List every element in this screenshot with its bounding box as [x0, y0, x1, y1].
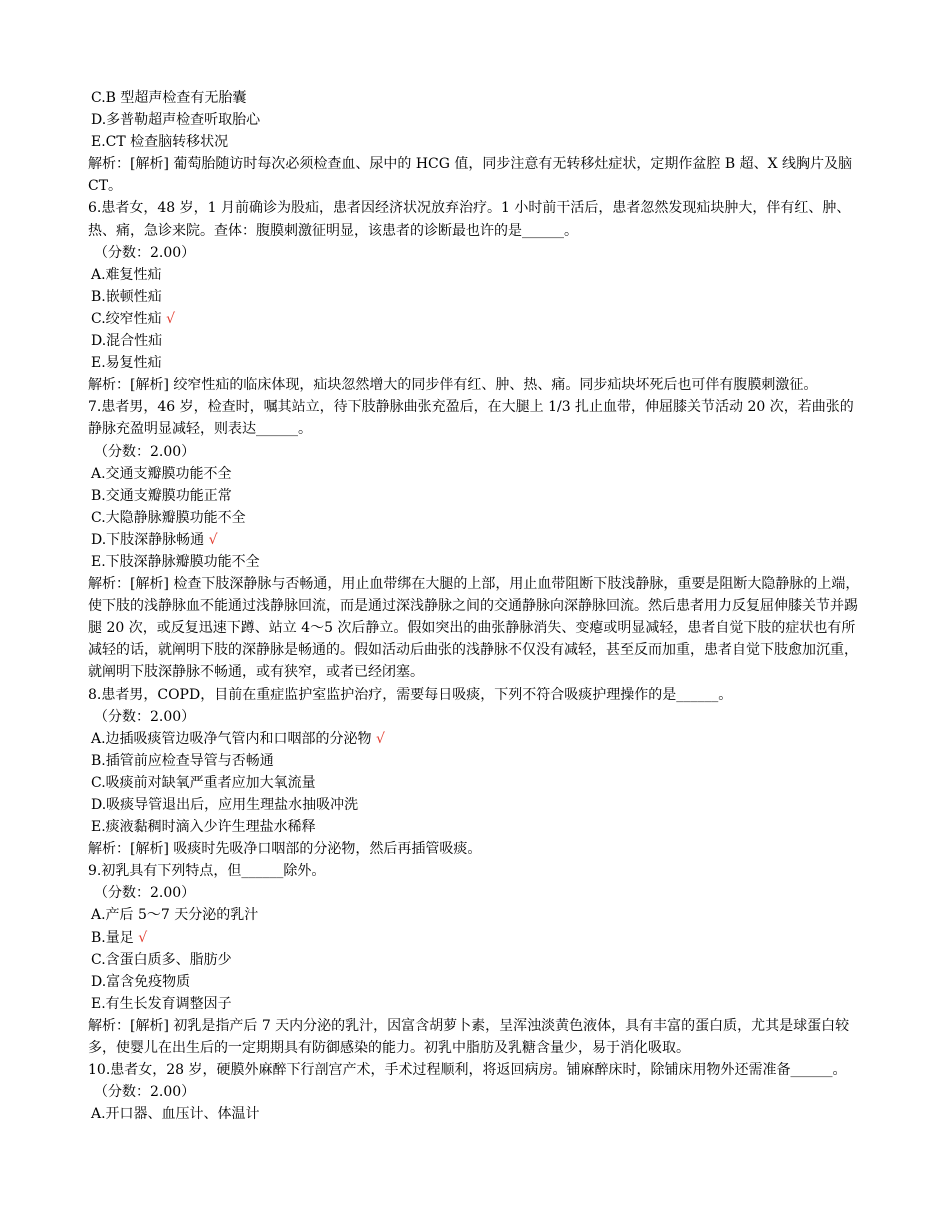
answer-option-text: E.有生长发育调整因子: [91, 995, 232, 1012]
answer-option: [88, 485, 863, 507]
answer-option-text: B.插管前应检查导管与否畅通: [91, 752, 274, 769]
analysis-text: 解析：[解析] 检查下肢深静脉与否畅通，用止血带绑在大腿的上部，用止血带阻断下肢浅静脉，重要是阻断大隐静脉的上端，使下肢的浅静脉血不能通过浅静脉回流，而是通过深浅静脉之间的交通静脉向深静脉回流。然后患者用力反复屈伸膝关节并踢腿 20 次，或反复迅速下蹲、站立 4～5 次后静立。假如突出的曲张静脉消失、变瘪或明显减轻，患者自觉下肢的症状也有所减轻的话，就阐明下肢的深静脉是畅通的。假如活动后曲张的浅静脉不仅没有减轻，甚至反而加重，患者自觉下肢愈加沉重，就阐明下肢深静脉不畅通，或有狭窄，或者已经闭塞。: [88, 576, 860, 681]
exam-page: [88, 87, 863, 1125]
question-stem: 8.患者男，COPD，目前在重症监护室监护治疗，需要每日吸痰，下列不符合吸痰护理操作的是______。: [88, 686, 733, 703]
question-stem: 9.初乳具有下列特点，但______除外。: [88, 863, 326, 880]
question-block: [88, 684, 863, 861]
question-score: （分数：2.00）: [94, 708, 196, 725]
answer-option: [88, 971, 863, 993]
answer-option: [88, 816, 863, 838]
analysis-text: 解析：[解析] 绞窄性疝的临床体现，疝块忽然增大的同步伴有红、肿、热、痛。同步疝块坏死后也可伴有腹膜刺激征。: [88, 377, 818, 394]
answer-option-text: C.大隐静脉瓣膜功能不全: [91, 509, 246, 526]
answer-option: [88, 264, 863, 286]
answer-option-text: E.下肢深静脉瓣膜功能不全: [91, 553, 260, 570]
answer-option: [88, 308, 863, 330]
answer-option-text: B.量足: [91, 929, 134, 946]
answer-option: [88, 551, 863, 573]
answer-option-text: B.嵌顿性疝: [91, 288, 162, 305]
answer-option: [88, 794, 863, 816]
continued-question: [88, 87, 863, 197]
answer-option: [88, 927, 863, 949]
question-block: [88, 197, 863, 396]
question-stem: 10.患者女，28 岁，硬膜外麻醉下行剖宫产术，手术过程顺利，将返回病房。铺麻醉床时，除铺床用物外还需准备______。: [88, 1062, 847, 1079]
answer-option: [88, 728, 863, 750]
answer-option-text: C.绞窄性疝: [91, 310, 162, 327]
question-block: [88, 860, 863, 1059]
answer-option-text: A.开口器、血压计、体温计: [91, 1106, 260, 1123]
answer-option: [88, 772, 863, 794]
analysis-text: 解析：[解析] 吸痰时先吸净口咽部的分泌物，然后再插管吸痰。: [88, 841, 482, 858]
answer-option: [88, 529, 863, 551]
answer-option: [88, 993, 863, 1015]
question-stem: 6.患者女，48 岁，1 月前确诊为股疝，患者因经济状况放弃治疗。1 小时前干活后，患者忽然发现疝块肿大，伴有红、肿、热、痛，急诊来院。查体：腹膜刺激征明显，该患者的诊断最也许的是______。: [88, 200, 851, 239]
correct-check-icon: √: [138, 929, 148, 946]
question-score: （分数：2.00）: [94, 885, 196, 902]
answer-option-text: E.易复性疝: [91, 355, 162, 372]
question-block: [88, 396, 863, 683]
answer-option: D.多普勒超声检查听取胎心: [91, 112, 261, 129]
question-score: （分数：2.00）: [94, 244, 196, 261]
answer-option-text: D.富含免疫物质: [91, 973, 191, 990]
answer-option-text: C.吸痰前对缺氧严重者应加大氧流量: [91, 774, 316, 791]
answer-option: [88, 463, 863, 485]
answer-option-text: A.边插吸痰管边吸净气管内和口咽部的分泌物: [91, 730, 372, 747]
answer-option: [88, 750, 863, 772]
answer-option-text: D.混合性疝: [91, 333, 163, 350]
question-score: （分数：2.00）: [94, 1084, 196, 1101]
correct-check-icon: √: [166, 310, 176, 327]
answer-option: E.CT 检查脑转移状况: [91, 134, 229, 151]
correct-check-icon: √: [208, 531, 218, 548]
answer-option: [88, 507, 863, 529]
answer-option-text: A.交通支瓣膜功能不全: [91, 465, 232, 482]
answer-option-text: D.下肢深静脉畅通: [91, 531, 205, 548]
answer-option-text: A.难复性疝: [91, 266, 162, 283]
answer-option: [88, 1103, 863, 1125]
question-block: [88, 1059, 863, 1125]
answer-option: [88, 949, 863, 971]
answer-option-text: C.含蛋白质多、脂肪少: [91, 951, 232, 968]
answer-option-text: E.痰液黏稠时滴入少许生理盐水稀释: [91, 819, 316, 836]
answer-option: [88, 904, 863, 926]
question-score: （分数：2.00）: [94, 443, 196, 460]
analysis-text: 解析：[解析] 葡萄胎随访时每次必须检查血、尿中的 HCG 值，同步注意有无转移灶症状，定期作盆腔 B 超、X 线胸片及脑 CT。: [88, 156, 852, 195]
answer-option: [88, 286, 863, 308]
answer-option-text: A.产后 5～7 天分泌的乳汁: [91, 907, 259, 924]
answer-option: [88, 330, 863, 352]
question-stem: 7.患者男，46 岁，检查时，嘱其站立，待下肢静脉曲张充盈后，在大腿上 1/3 扎止血带，伸屈膝关节活动 20 次，若曲张的静脉充盈明显减轻，则表达______。: [88, 399, 854, 438]
question-list: [88, 197, 863, 1125]
answer-option-text: B.交通支瓣膜功能正常: [91, 487, 232, 504]
answer-option-text: D.吸痰导管退出后，应用生理盐水抽吸冲洗: [91, 797, 359, 813]
correct-check-icon: √: [376, 730, 385, 747]
analysis-text: 解析：[解析] 初乳是指产后 7 天内分泌的乳汁，因富含胡萝卜素，呈浑浊淡黄色液体，具有丰富的蛋白质，尤其是球蛋白较多，使婴儿在出生后的一定期期具有防御感染的能力。初乳中脂肪及乳糖含量少，易于消化吸取。: [88, 1017, 850, 1057]
answer-option: [88, 352, 863, 374]
answer-option: C.B 型超声检查有无胎囊: [91, 90, 247, 106]
